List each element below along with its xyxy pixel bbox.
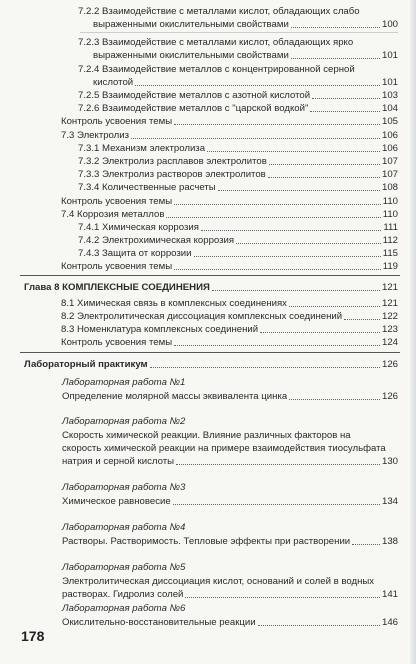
section-divider — [20, 275, 400, 276]
toc-entry: 7.2.6 Взаимодействие металлов с "царской водкой" 104 — [78, 103, 398, 114]
lab-entry: Окислительно-восстановительные реакции 146 — [62, 617, 398, 628]
toc-entry: кислотой 101 — [93, 77, 398, 88]
lab-title: Лабораторная работа №5 — [62, 562, 186, 573]
toc-entry-text: 7.2.4 Взаимодействие металлов с концентрированной серной — [78, 64, 355, 75]
toc-entry: Контроль усвоения темы 105 — [61, 116, 398, 127]
toc-entry: выраженными окислительными свойствами 101 — [93, 50, 398, 61]
lab-entry: растворах. Гидролиз солей 141 — [62, 589, 398, 600]
section-divider — [20, 352, 400, 353]
lab-entry: натрия и серной кислоты 130 — [62, 456, 398, 467]
lab-title: Лабораторная работа №4 — [62, 522, 186, 533]
toc-entry-text: 7.2.2 Взаимодействие с металлами кислот, обладающих слабо — [78, 6, 360, 17]
lab-line: скорость химической реакции на примере взаимодействия тиосульфата — [62, 443, 386, 454]
page-number: 178 — [21, 628, 45, 644]
lab-title: Лабораторная работа №1 — [62, 377, 186, 388]
toc-entry-text: 7.2.3 Взаимодействие с металлами кислот, обладающих ярко — [78, 37, 354, 48]
lab-line: Скорость химической реакции. Влияние различных факторов на — [62, 430, 351, 441]
toc-entry: Контроль усвоения темы 110 — [61, 196, 398, 207]
toc-entry: 7.4.3 Защита от коррозии 115 — [78, 248, 398, 259]
toc-entry: 7.3.4 Количественные расчеты 108 — [78, 182, 398, 193]
toc-entry: 7.3.1 Механизм электролиза 106 — [78, 143, 398, 154]
toc-entry: Контроль усвоения темы 119 — [61, 261, 398, 272]
toc-entry: 8.3 Номенклатура комплексных соединений 123 — [61, 324, 398, 335]
toc-entry: 8.2 Электролитическая диссоциация комплексных соединений 122 — [61, 311, 398, 322]
toc-entry: 7.4.1 Химическая коррозия 111 — [78, 222, 398, 233]
toc-entry: 7.3.3 Электролиз растворов электролитов 107 — [78, 169, 398, 180]
toc-entry: выраженными окислительными свойствами 100 — [93, 19, 398, 30]
lab-title: Лабораторная работа №2 — [62, 416, 186, 427]
practicum-heading: Лабораторный практикум 126 — [24, 359, 398, 370]
lab-title: Лабораторная работа №3 — [62, 482, 186, 493]
lab-entry: Растворы. Растворимость. Тепловые эффекты при растворении 138 — [62, 536, 398, 547]
toc-entry: 7.2.5 Взаимодействие металлов с азотной кислотой 103 — [78, 90, 398, 101]
toc-entry: 7.4.2 Электрохимическая коррозия 112 — [78, 235, 398, 246]
lab-title: Лабораторная работа №6 — [62, 603, 186, 614]
toc-entry: Контроль усвоения темы 124 — [61, 337, 398, 348]
lab-line: Электролитическая диссоциация кислот, оснований и солей в водных — [62, 576, 375, 587]
toc-entry: 7.4 Коррозия металлов 110 — [61, 209, 398, 220]
toc-entry: 7.3.2 Электролиз расплавов электролитов 107 — [78, 156, 398, 167]
toc-entry: 7.3 Электролиз 106 — [61, 130, 398, 141]
toc-entry: 8.1 Химическая связь в комплексных соединениях 121 — [61, 298, 398, 309]
lab-entry: Определение молярной массы эквивалента цинка 126 — [62, 391, 398, 402]
chapter-heading: Глава 8 КОМПЛЕКСНЫЕ СОЕДИНЕНИЯ 121 — [24, 282, 398, 293]
lab-entry: Химическое равновесие 134 — [62, 496, 398, 507]
